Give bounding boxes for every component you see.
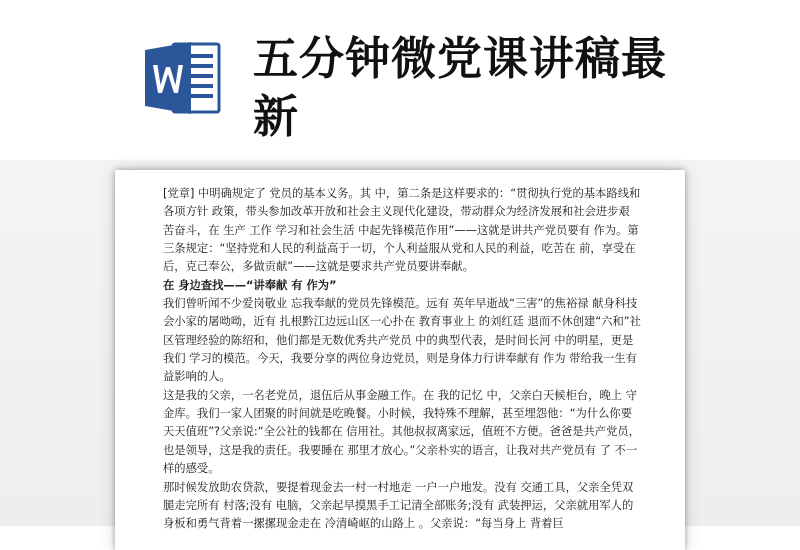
section-subtitle: 在 身边查找——“讲奉献 有 作为” xyxy=(163,278,337,292)
page-title: 五分钟微党课讲稿最新 xyxy=(253,32,668,143)
paragraph-father: 这是我的父亲，一名老党员，退伍后从事金融工作。在 我的记忆 中，父亲白天候柜台，晚上 守金库。我们一家人团聚的时间就是吃晚餐。小时候，我特殊不理解，甚至埋怨他：“为什么你要天天值班”?父亲说:“全公社的钱都在 信用社。其他叔叔离家远，值班不方便。爸爸是共产党员，也是领导，这是我的责任。我要睡在 那里才放心。”父亲朴实的语言，让我对共产党员有 了 不一样的感受。 xyxy=(163,388,640,476)
document-body xyxy=(163,185,641,534)
header-banner xyxy=(0,0,800,160)
document-page xyxy=(115,170,685,550)
paragraph-loans: 那时候发放助农贷款，要提着现金去一村一村地走 一户一户地发。没有 交通工具，父亲全凭双腿走完所有 村落;没有 电脑，父亲起早摸黑手工记清全部账务;没有 武装押运，父亲就用军人的身板和勇气背着一摞摞现金走在 冷清崎岖的山路上 。父亲说：“每当身上 背着巨 xyxy=(163,480,634,531)
paragraph-role-models: 我们曾听闻不少爱岗敬业 忘我奉献的党员先锋模范。远有 英年早逝战“三害”的焦裕禄 献身科技会小家的屠呦呦，近有 扎根黔江边远山区一心扑在 教育事业上 的刘红廷 退而不休创建“六和”社区管理经验的陈绍和，他们都是无数优秀共产党员 中的典型代表，是时间长河 中的明星，更是我们 学习的模范。今天，我要分享的两位身边党员，则是身体力行讲奉献有 作为 带给我一生有 益影响的人。 xyxy=(163,297,641,384)
word-document-icon xyxy=(143,38,223,118)
paragraph-party-constitution: [党章] 中明确规定了 党员的基本义务。其 中，第二条是这样要求的：“贯彻执行党的基本路线和各项方针 政策，带头参加改革开放和社会主义现代化建设，带动群众为经济发展和社会进步艰苦奋斗，在 生产 工作 学习和社会生活 中起先锋模范作用”——这就是讲共产党员要有 作为。第三条规定：“坚持党和人民的利益高于一切，个人利益服从党和人民的利益，吃苦在 前，享受在 后，克己奉公，多做贡献”——这就是要求共产党员要讲奉献。 xyxy=(163,187,641,274)
